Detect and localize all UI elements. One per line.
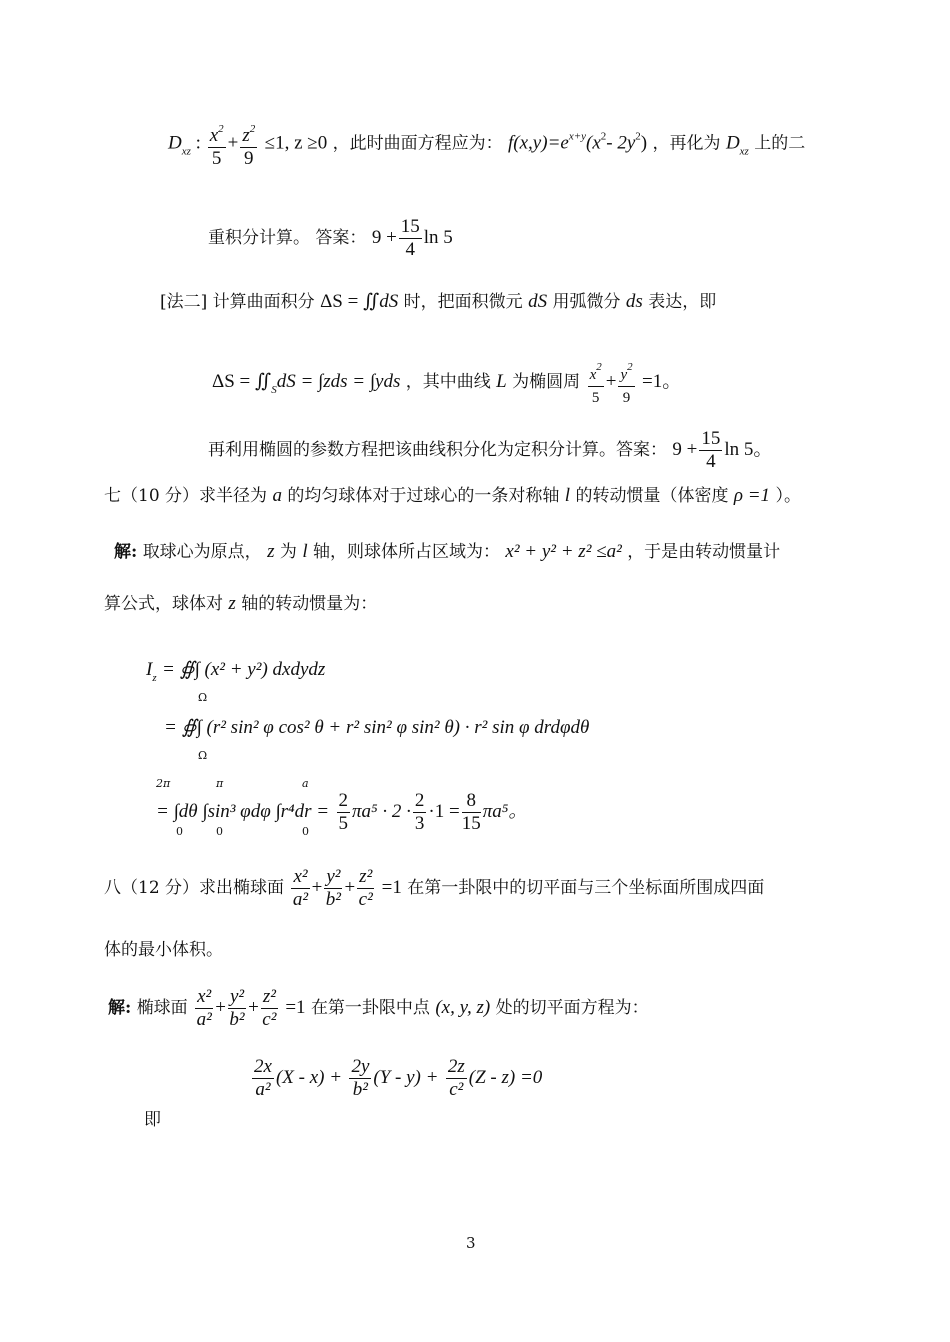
text-express: 表达，即 xyxy=(648,292,717,312)
tangent-plane-eq xyxy=(250,1056,542,1101)
frac-y2-9: $\frac{y^2}{9}$ xyxy=(618,356,634,409)
sol7-region: x² + y² + z² ≤a² xyxy=(505,541,622,562)
answer-frac: $\frac{15}{4}$ xyxy=(400,216,420,260)
surface-tail: (x xyxy=(586,132,601,154)
q8-text2: 在第一卦限中的切平面与三个坐标面所围成四面 xyxy=(407,878,765,898)
sol8-frac-y: $\frac{\text{y²}}{\text{b²}}$ xyxy=(229,986,245,1030)
curve-line: $\Delta S = ∬_SdS = \int zds = \int yds$ ，其中曲线 L 为椭圆周 $\frac{x^2}{5}$ + $\frac{y^2}{9}$ =1。 xyxy=(212,356,681,409)
q7-a: a xyxy=(272,485,282,506)
domain-condition-line: $D_{xz}$ : $\frac{x^2}{5}$ + $\frac{z^2}{9}$ ≤1, z ≥0 ，此时曲面方程应为： $f(x,y)=e^{x+y}(x^2-$ $2y^2$) ，再化为 $D_{xz}$ 上的二 xyxy=(168,118,805,170)
answer-label: 重积分计算。 答案： xyxy=(208,228,367,248)
eq4-frac1: $\frac{2x}{\text{a²}}$ xyxy=(254,1056,272,1100)
sub-s: S xyxy=(271,384,277,396)
sol7-text4: ，于是由转动惯量计 xyxy=(627,542,781,562)
q7-text2: 的均匀球体对于过球心的一条对称轴 xyxy=(287,486,560,506)
eq3-frac2: $\frac{2}{3}$ xyxy=(414,790,425,834)
domain-symbol-2: D xyxy=(725,132,740,154)
solution-7 xyxy=(114,540,780,564)
question-8: 八（12 分）求出椭球面 $\frac{\text{x²}}{\text{a²}}$ + $\frac{\text{y²}}{\text{b²}}$ + $\frac{\text{z²}}{\text{c²}}$ =1 在第一卦限中的切平面与三个坐标面所围成四面 xyxy=(104,866,765,910)
frac-x2-5-b: $\frac{x^2}{5}$ xyxy=(588,356,604,409)
answer2-frac: $\frac{15}{4}$ xyxy=(701,428,721,472)
page-number: 3 xyxy=(466,1234,476,1252)
surface-eq: f(x,y)=e xyxy=(508,132,569,154)
eq4-t3: (Z - z) =0 xyxy=(468,1067,543,1088)
solution-7-b xyxy=(104,592,377,616)
eq4-t2: (Y - y) + xyxy=(373,1067,439,1088)
eq3-lower-0b: 0 xyxy=(216,825,223,838)
q7-text3: 的转动惯量（体密度 xyxy=(575,486,729,506)
answer-line-1 xyxy=(208,216,453,261)
inertia-eq-2 xyxy=(164,716,589,740)
ds-1: dS xyxy=(379,291,399,312)
eq3-lower-0a: 0 xyxy=(176,825,183,838)
eq1-omega: Ω xyxy=(198,691,208,704)
eq3-upper-a: a xyxy=(302,777,309,790)
sol8-eq: =1 xyxy=(285,997,306,1018)
line-integrals: dS = ∫zds = ∫yds xyxy=(276,371,401,392)
text-compute: 计算曲面积分 xyxy=(212,292,315,312)
eq1-body: = ∯∫ (x² + y²) dxdydz xyxy=(162,659,326,680)
q8-text: 八（12 分）求出椭球面 xyxy=(104,878,285,898)
eq-one: =1。 xyxy=(642,371,682,392)
ji-text: 即 xyxy=(144,1110,161,1130)
text-arc: 用弧微分 xyxy=(552,292,621,312)
eq3-body: = ∫dθ ∫sin³ φdφ ∫r⁴dr = xyxy=(156,801,330,822)
q8-frac-y: $\frac{\text{y²}}{\text{b²}}$ xyxy=(325,866,341,910)
eq3-end: πa⁵。 xyxy=(482,801,528,822)
domain-symbol: D xyxy=(168,132,182,154)
sol8-text3: 处的切平面方程为： xyxy=(495,998,649,1018)
curve-l: L xyxy=(496,371,507,392)
sol7-text2: 为 xyxy=(279,542,297,562)
inertia-eq-1 xyxy=(146,658,325,690)
text-area-element: 时，把面积微元 xyxy=(403,292,523,312)
sol8-frac-z: $\frac{\text{z²}}{\text{c²}}$ xyxy=(262,986,277,1030)
delta-s-2: ΔS = ∬ xyxy=(212,371,272,392)
q8-eq: =1 xyxy=(381,877,402,898)
surface-tail2: - 2y xyxy=(606,132,636,154)
text-reduce: ，再化为 xyxy=(652,133,721,154)
ds-3: ds xyxy=(625,291,643,312)
sol7-l: l xyxy=(302,541,308,562)
eq1-lhs-sub: z xyxy=(152,672,157,684)
eq3-mid: πa⁵ · 2 · xyxy=(352,801,411,822)
eq3-frac1: $\frac{2}{5}$ xyxy=(338,790,349,834)
surface-exp: x+y xyxy=(568,130,587,143)
sol8-frac-x: $\frac{\text{x²}}{\text{a²}}$ xyxy=(196,986,212,1030)
eq3-lower-0c: 0 xyxy=(302,825,309,838)
answer-tail: ln 5 xyxy=(423,227,453,248)
q7-text: 七（10 分）求半径为 xyxy=(104,486,268,506)
answer-value: 9 + xyxy=(371,227,397,248)
sol8-point: (x, y, z) xyxy=(435,997,491,1018)
eq2-omega: Ω xyxy=(198,749,208,762)
sol7b-text2: 轴的转动惯量为： xyxy=(241,594,378,614)
eq4-frac3: $\frac{2z}{\text{c²}}$ xyxy=(447,1056,465,1100)
eq2-body: = ∯∫ (r² sin² φ cos² θ + r² sin² φ sin² θ) · r² sin φ drdφdθ xyxy=(164,717,590,738)
sol7-label: 解: xyxy=(114,542,138,562)
text-surface-eq: ，此时曲面方程应为： xyxy=(332,133,503,154)
q7-l: l xyxy=(564,485,571,506)
question-7 xyxy=(104,484,801,508)
sol7-text1: 取球心为原点， xyxy=(142,542,262,562)
sol8-label: 解: xyxy=(108,998,132,1018)
eq3-mid2: ·1 = xyxy=(428,801,460,822)
answer-line-2 xyxy=(208,428,772,473)
solution-8: 解: 椭球面 $\frac{\text{x²}}{\text{a²}}$ + $\frac{\text{y²}}{\text{b²}}$ + $\frac{\text{z²}}{\text{c²}}$ =1 在第一卦限中点 (x, y, z) 处的切平面方程为： xyxy=(108,986,649,1030)
q8-frac-x: $\frac{\text{x²}}{\text{a²}}$ xyxy=(292,866,309,910)
answer2-tail: ln 5。 xyxy=(724,439,773,460)
sol8-text1: 椭球面 xyxy=(136,998,188,1018)
q7-text4: ）。 xyxy=(775,486,801,506)
sol7b-z: z xyxy=(228,593,236,614)
q8-frac-z: $\frac{\text{z²}}{\text{c²}}$ xyxy=(358,866,373,910)
sol7-z: z xyxy=(267,541,275,562)
eq3-upper-pi: π xyxy=(216,777,224,790)
frac-x2-5: $\frac{x^2}{5}$ xyxy=(208,118,226,170)
domain-subscript: xz xyxy=(181,145,191,158)
eq1-lhs: I xyxy=(146,659,153,680)
method-label: [法二] xyxy=(160,292,208,312)
answer2-value: 9 + xyxy=(672,439,698,460)
sol8-text2: 在第一卦限中点 xyxy=(310,998,430,1018)
eq3-frac3: $\frac{8}{15}$ xyxy=(461,790,481,834)
sol7-text3: 轴，则球体所占区域为： xyxy=(313,542,500,562)
condition-tail: ≤1, z ≥0 xyxy=(264,132,328,154)
delta-s-formula: ΔS = ∬ xyxy=(320,291,380,312)
surface-tail3: ) xyxy=(640,132,648,154)
question-8-b xyxy=(104,938,223,962)
frac-z2-9: $\frac{z^2}{9}$ xyxy=(240,118,257,170)
sol7b-text: 算公式，球体对 xyxy=(104,594,223,614)
text-ellipse: 为椭圆周 xyxy=(512,372,581,392)
eq4-frac2: $\frac{2y}{\text{b²}}$ xyxy=(351,1056,370,1100)
eq4-t1: (X - x) + xyxy=(275,1067,343,1088)
ds-2: dS xyxy=(528,291,548,312)
text-param: 再利用椭圆的参数方程把该曲线积分化为定积分计算。答案： xyxy=(208,440,667,460)
method-two-line xyxy=(160,290,716,314)
domain-subscript-2: xz xyxy=(739,145,749,158)
inertia-eq-3 xyxy=(156,790,527,835)
text-curve: ，其中曲线 xyxy=(405,372,491,392)
q7-rho: ρ =1 xyxy=(733,485,771,506)
text-double: 上的二 xyxy=(754,133,806,154)
q8b-text: 体的最小体积。 xyxy=(104,940,223,960)
eq3-upper-2pi: 2π xyxy=(156,777,171,790)
